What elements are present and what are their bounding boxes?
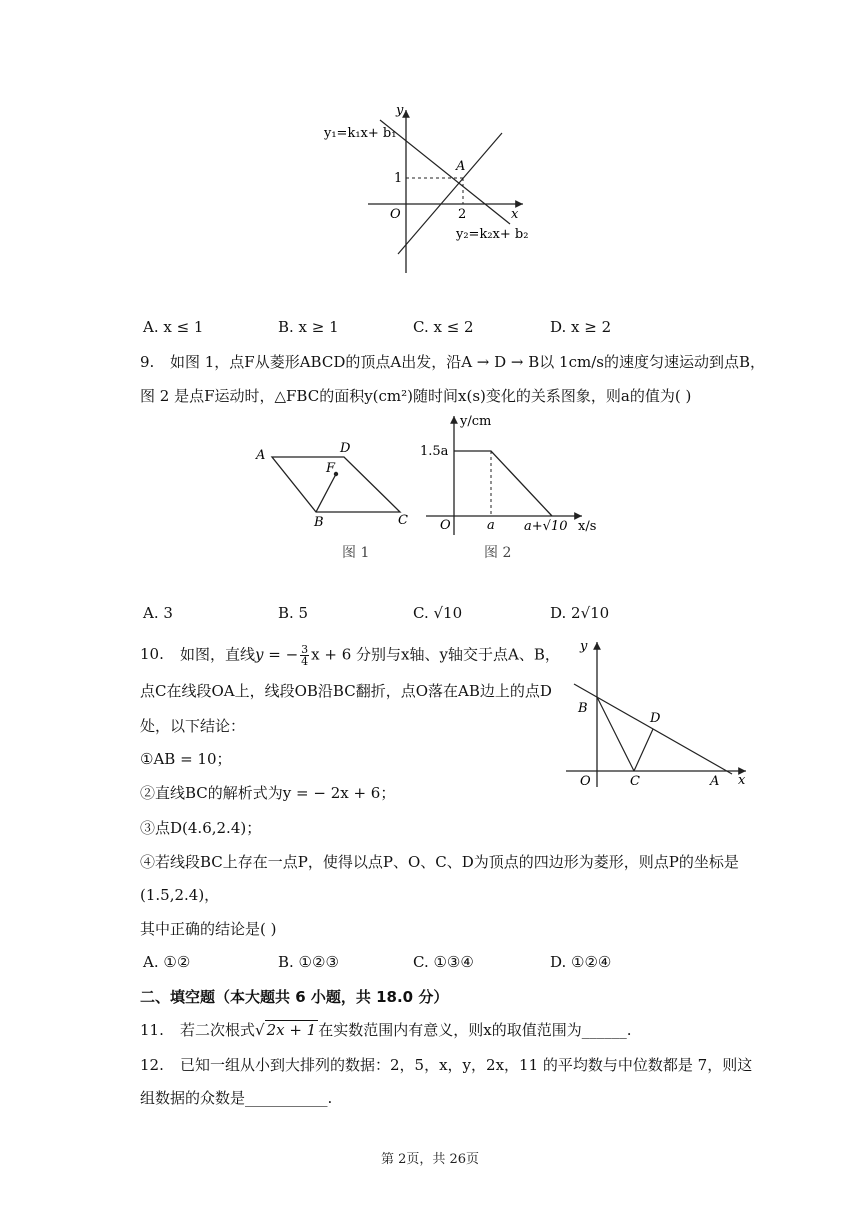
q9-figure-1 [250,440,420,565]
sqrt-sign: √ [255,1021,265,1039]
q8-line1-label: y₁=k₁x+ b₁ [324,126,397,141]
q10-label-x: x [738,773,746,788]
q9-option-b: B. 5 [278,604,309,622]
fig1-label-F: F [326,461,336,476]
q10-label-B: B [578,701,588,716]
fig2-caption: 图 2 [484,545,512,561]
q10-frac-den: 4 [301,655,309,668]
q12-number: 12. [140,1056,164,1074]
q8-x-label: x [511,207,519,222]
q10-label-D: D [650,711,661,726]
q10-label-C: C [630,774,640,789]
q10-label-O: O [580,774,591,789]
rhombus-abcd [272,457,400,512]
fig1-label-A: A [256,448,266,463]
fig1-caption: 图 1 [342,545,370,561]
q10-option-b: B. ①②③ [278,953,339,971]
q8-y-label: y [396,103,404,118]
q11-pre: 若二次根式 [180,1021,256,1039]
q9-option-c: C. √10 [413,604,463,622]
q10-line1 [180,644,560,667]
fig2-y-label: y/cm [460,414,492,429]
q8-tick-2: 2 [458,207,467,222]
fig2-x-tick1: a [487,518,495,533]
q8-option-d: D. x ≥ 2 [550,318,612,336]
q9-number: 9. [140,353,155,371]
q9-line1: 如图 1，点F从菱形ABCD的顶点A出发，沿A → D → B以 1cm/s的速度匀速运动到点B， [170,353,765,371]
fig2-y-tick: 1.5a [420,444,449,459]
q8-tick-1: 1 [394,171,403,186]
q11-radicand: 2x + 1 [266,1021,317,1039]
q10-conclusion-3: ③点D(4.6,2.4)； [140,819,262,837]
q10-frac-num: 3 [301,643,309,656]
q10-option-d: D. ①②④ [550,953,612,971]
q10-conclusion-1: ①AB = 10； [140,750,232,768]
q10-label-A: A [710,774,720,789]
q11-post: 在实数范围内有意义，则x的取值范围为______. [318,1021,632,1039]
fig2-origin: O [440,518,451,533]
q10-number: 10. [140,645,164,663]
q10-eq-post: x + 6 分别与x轴、y轴交于点A、B， [311,645,560,664]
fig1-label-B: B [314,515,324,530]
q10-conclusion-2: ②直线BC的解析式为y = − 2x + 6； [140,784,396,802]
q11-text [180,1020,631,1040]
q8-option-b: B. x ≥ 1 [278,318,339,336]
segment-cd [634,729,653,771]
q11-number: 11. [140,1021,164,1039]
q10-ask: 其中正确的结论是( ) [140,920,277,938]
q10-line1-pre: 如图，直线 [180,645,256,664]
q10-line3: 处，以下结论： [140,717,246,735]
fig2-x-tick2: a+√10 [524,519,568,534]
page-footer: 第 2页，共 26页 [380,1152,480,1167]
segment-bf [316,474,336,512]
q8-point-A: A [456,159,466,174]
q9-line2: 图 2 是点F运动时，△FBC的面积y(cm²)随时间x(s)变化的关系图象，则a的值为( ) [140,387,692,405]
q10-graph [560,632,760,792]
q10-fraction [300,644,309,667]
q8-line2-label: y₂=k₂x+ b₂ [456,227,529,242]
q10-option-a: A. ①② [143,953,191,971]
q10-line2: 点C在线段OA上，线段OB沿BC翻折，点O落在AB边上的点D [140,682,552,700]
q8-graph [318,98,548,278]
fig1-label-D: D [340,441,351,456]
q12-line1: 已知一组从小到大排列的数据：2，5，x，y，2x，11 的平均数与中位数都是 7，则这 [180,1056,753,1074]
fig2-graph-line [454,451,552,516]
q12-line2: 组数据的众数是___________. [140,1089,333,1107]
q10-eq-pre: y = − [255,645,299,664]
q10-label-y: y [580,639,588,654]
fig1-label-C: C [398,513,408,528]
fig2-x-label: x/s [578,519,597,534]
q9-figure-2 [410,410,620,565]
q9-option-a: A. 3 [143,604,173,622]
q8-origin: O [390,207,401,222]
q10-option-c: C. ①③④ [413,953,474,971]
section-2-heading: 二、填空题（本大题共 6 小题，共 18.0 分） [140,988,449,1006]
q10-conclusion-4b: (1.5,2.4)， [140,886,220,904]
q10-conclusion-4: ④若线段BC上存在一点P，使得以点P、O、C、D为顶点的四边形为菱形，则点P的坐标是 [140,853,739,871]
q8-option-a: A. x ≤ 1 [143,318,204,336]
q8-option-c: C. x ≤ 2 [413,318,474,336]
q9-option-d: D. 2√10 [550,604,610,622]
